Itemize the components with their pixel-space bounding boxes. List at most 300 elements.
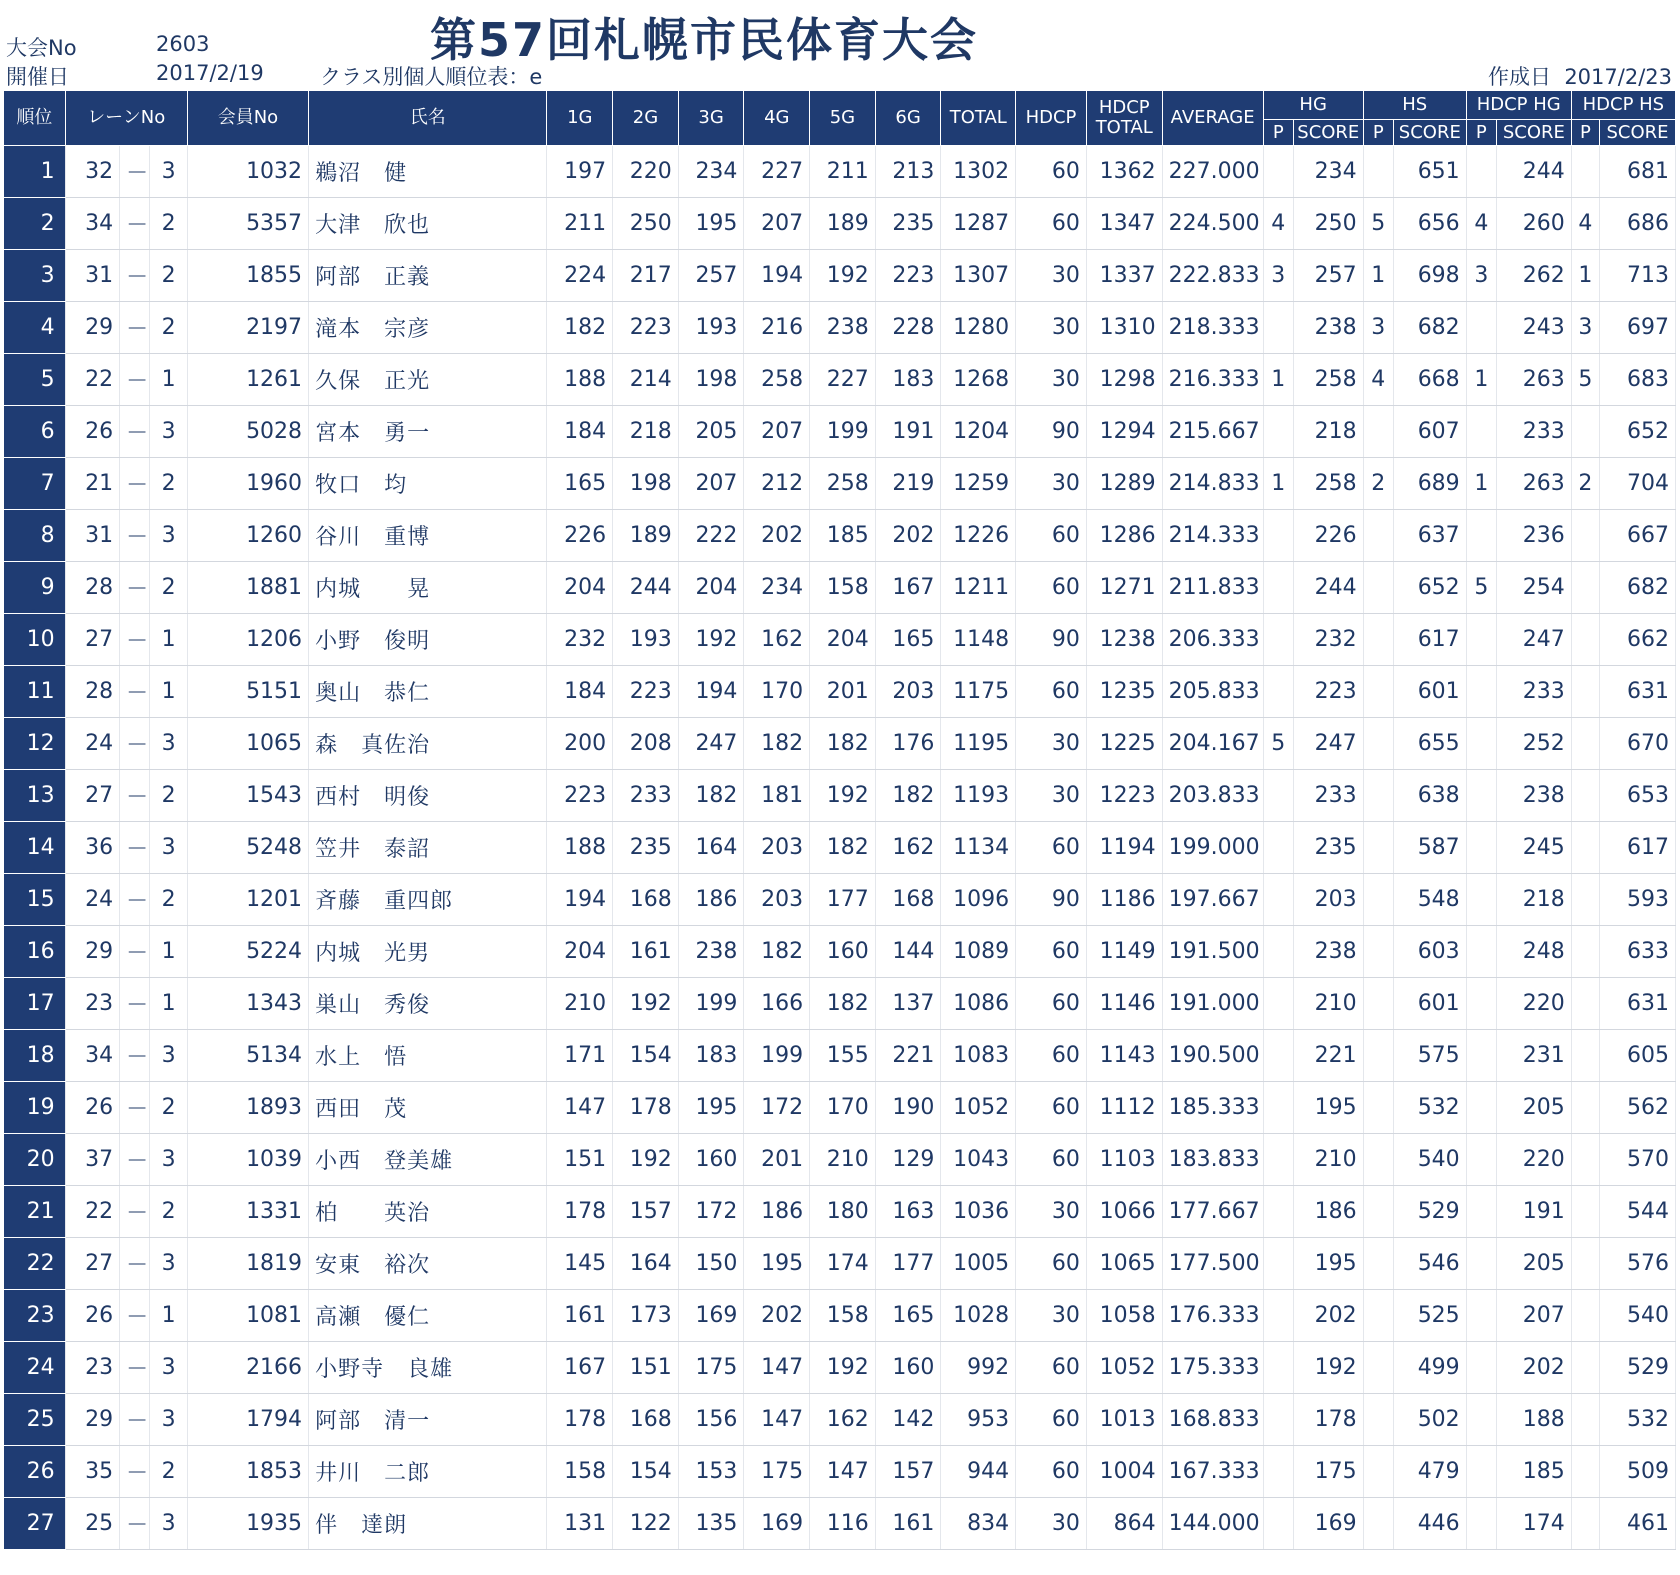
hs-place-cell [1363, 1134, 1393, 1186]
game-3-cell: 238 [678, 926, 744, 978]
hs-score-cell: 689 [1393, 458, 1466, 510]
hs-place-cell: 4 [1363, 354, 1393, 406]
lane-no-cell: 29 [65, 1394, 120, 1446]
average-cell: 214.833 [1162, 458, 1263, 510]
hg-score-cell: 221 [1293, 1030, 1363, 1082]
hdcp-hs-score-cell: 562 [1600, 1082, 1676, 1134]
header-hdcp-hg-score: SCORE [1496, 120, 1571, 146]
player-name-cell: 鵜沼 健 [309, 146, 547, 198]
hdcp-total-cell: 1310 [1086, 302, 1162, 354]
hdcp-hg-place-cell [1466, 1186, 1496, 1238]
lane-pair-cell: 1 [150, 666, 187, 718]
hs-score-cell: 548 [1393, 874, 1466, 926]
game-5-cell: 189 [810, 198, 876, 250]
hs-place-cell [1363, 1290, 1393, 1342]
hdcp-hs-score-cell: 593 [1600, 874, 1676, 926]
hg-score-cell: 226 [1293, 510, 1363, 562]
hdcp-hs-score-cell: 713 [1600, 250, 1676, 302]
lane-no-cell: 26 [65, 406, 120, 458]
hdcp-total-cell: 1235 [1086, 666, 1162, 718]
hdcp-hs-place-cell [1571, 614, 1599, 666]
hdcp-hg-place-cell [1466, 1342, 1496, 1394]
hdcp-hg-place-cell [1466, 1030, 1496, 1082]
average-cell: 197.667 [1162, 874, 1263, 926]
game-3-cell: 135 [678, 1498, 744, 1550]
lane-dash-cell: － [120, 302, 150, 354]
hdcp-hg-score-cell: 205 [1496, 1082, 1571, 1134]
rank-cell: 7 [4, 458, 66, 510]
player-name-cell: 奥山 恭仁 [309, 666, 547, 718]
game-5-cell: 258 [810, 458, 876, 510]
hg-score-cell: 238 [1293, 926, 1363, 978]
total-cell: 1175 [941, 666, 1016, 718]
hg-place-cell [1263, 1498, 1293, 1550]
hs-score-cell: 655 [1393, 718, 1466, 770]
hg-score-cell: 192 [1293, 1342, 1363, 1394]
game-4-cell: 199 [744, 1030, 810, 1082]
member-no-cell: 1893 [187, 1082, 308, 1134]
member-no-cell: 1039 [187, 1134, 308, 1186]
event-date-value: 2017/2/19 [156, 61, 264, 85]
game-3-cell: 257 [678, 250, 744, 302]
average-cell: 185.333 [1162, 1082, 1263, 1134]
lane-no-cell: 25 [65, 1498, 120, 1550]
hdcp-hs-place-cell [1571, 718, 1599, 770]
game-2-cell: 161 [613, 926, 679, 978]
hdcp-hs-place-cell [1571, 1134, 1599, 1186]
rank-cell: 3 [4, 250, 66, 302]
hdcp-hg-score-cell: 247 [1496, 614, 1571, 666]
hdcp-hg-score-cell: 205 [1496, 1238, 1571, 1290]
hdcp-hs-score-cell: 682 [1600, 562, 1676, 614]
header-hdcp-hg-p: P [1466, 120, 1496, 146]
hs-place-cell [1363, 1238, 1393, 1290]
member-no-cell: 1201 [187, 874, 308, 926]
game-2-cell: 173 [613, 1290, 679, 1342]
game-5-cell: 227 [810, 354, 876, 406]
table-row [4, 1082, 1676, 1134]
hg-place-cell [1263, 1030, 1293, 1082]
game-4-cell: 212 [744, 458, 810, 510]
lane-pair-cell: 3 [150, 1498, 187, 1550]
game-3-cell: 156 [678, 1394, 744, 1446]
hdcp-hg-score-cell: 252 [1496, 718, 1571, 770]
hdcp-hs-place-cell [1571, 1238, 1599, 1290]
game-5-cell: 158 [810, 562, 876, 614]
hdcp-hg-score-cell: 207 [1496, 1290, 1571, 1342]
hs-place-cell [1363, 874, 1393, 926]
lane-dash-cell: － [120, 198, 150, 250]
hdcp-hs-place-cell: 4 [1571, 198, 1599, 250]
game-3-cell: 186 [678, 874, 744, 926]
hdcp-total-cell: 1065 [1086, 1238, 1162, 1290]
hs-score-cell: 682 [1393, 302, 1466, 354]
hs-place-cell [1363, 614, 1393, 666]
game-5-cell: 174 [810, 1238, 876, 1290]
hdcp-total-cell: 1337 [1086, 250, 1162, 302]
table-row [4, 822, 1676, 874]
hdcp-hg-place-cell [1466, 1290, 1496, 1342]
hdcp-hg-place-cell [1466, 874, 1496, 926]
hg-place-cell [1263, 926, 1293, 978]
member-no-cell: 1543 [187, 770, 308, 822]
average-cell: 191.500 [1162, 926, 1263, 978]
game-3-cell: 150 [678, 1238, 744, 1290]
game-6-cell: 228 [875, 302, 941, 354]
hdcp-cell: 60 [1016, 926, 1087, 978]
hg-place-cell [1263, 562, 1293, 614]
hdcp-hg-place-cell: 3 [1466, 250, 1496, 302]
hdcp-hs-place-cell [1571, 1446, 1599, 1498]
lane-no-cell: 27 [65, 770, 120, 822]
game-4-cell: 194 [744, 250, 810, 302]
game-1-cell: 197 [547, 146, 613, 198]
total-cell: 1302 [941, 146, 1016, 198]
hdcp-hg-place-cell: 1 [1466, 458, 1496, 510]
hdcp-hg-score-cell: 218 [1496, 874, 1571, 926]
game-4-cell: 182 [744, 718, 810, 770]
rank-cell: 12 [4, 718, 66, 770]
created-date [1488, 61, 1672, 91]
player-name-cell: 西村 明俊 [309, 770, 547, 822]
player-name-cell: 小西 登美雄 [309, 1134, 547, 1186]
table-row [4, 1186, 1676, 1238]
hdcp-hs-score-cell: 617 [1600, 822, 1676, 874]
game-6-cell: 213 [875, 146, 941, 198]
game-3-cell: 194 [678, 666, 744, 718]
game-5-cell: 158 [810, 1290, 876, 1342]
total-cell: 1096 [941, 874, 1016, 926]
lane-pair-cell: 2 [150, 1186, 187, 1238]
game-4-cell: 182 [744, 926, 810, 978]
game-6-cell: 165 [875, 614, 941, 666]
lane-pair-cell: 3 [150, 718, 187, 770]
game-1-cell: 204 [547, 926, 613, 978]
game-4-cell: 202 [744, 510, 810, 562]
player-name-cell: 高瀬 優仁 [309, 1290, 547, 1342]
hs-place-cell [1363, 770, 1393, 822]
hdcp-cell: 60 [1016, 198, 1087, 250]
hdcp-hg-place-cell [1466, 1394, 1496, 1446]
hdcp-total-cell: 864 [1086, 1498, 1162, 1550]
hdcp-hg-score-cell: 263 [1496, 458, 1571, 510]
header-game-1: 1G [547, 91, 613, 146]
lane-dash-cell: － [120, 1394, 150, 1446]
game-1-cell: 182 [547, 302, 613, 354]
hdcp-cell: 30 [1016, 302, 1087, 354]
lane-pair-cell: 3 [150, 1030, 187, 1082]
hg-place-cell [1263, 666, 1293, 718]
table-row [4, 458, 1676, 510]
hg-place-cell [1263, 510, 1293, 562]
total-cell: 1052 [941, 1082, 1016, 1134]
hdcp-cell: 60 [1016, 1082, 1087, 1134]
average-cell: 177.667 [1162, 1186, 1263, 1238]
game-5-cell: 211 [810, 146, 876, 198]
player-name-cell: 阿部 正義 [309, 250, 547, 302]
member-no-cell: 1794 [187, 1394, 308, 1446]
member-no-cell: 1881 [187, 562, 308, 614]
table-row [4, 302, 1676, 354]
hdcp-hs-score-cell: 605 [1600, 1030, 1676, 1082]
lane-no-cell: 23 [65, 978, 120, 1030]
hdcp-hg-score-cell: 174 [1496, 1498, 1571, 1550]
game-3-cell: 198 [678, 354, 744, 406]
hdcp-cell: 30 [1016, 354, 1087, 406]
game-3-cell: 192 [678, 614, 744, 666]
hdcp-total-cell: 1149 [1086, 926, 1162, 978]
lane-pair-cell: 3 [150, 822, 187, 874]
header-lane: レーンNo [65, 91, 187, 146]
game-2-cell: 154 [613, 1030, 679, 1082]
hg-place-cell [1263, 302, 1293, 354]
game-2-cell: 244 [613, 562, 679, 614]
game-1-cell: 188 [547, 822, 613, 874]
game-5-cell: 210 [810, 1134, 876, 1186]
table-row [4, 510, 1676, 562]
total-cell: 944 [941, 1446, 1016, 1498]
game-2-cell: 217 [613, 250, 679, 302]
hs-score-cell: 575 [1393, 1030, 1466, 1082]
hg-score-cell: 218 [1293, 406, 1363, 458]
game-5-cell: 182 [810, 822, 876, 874]
average-cell: 183.833 [1162, 1134, 1263, 1186]
hg-place-cell [1263, 1290, 1293, 1342]
game-5-cell: 155 [810, 1030, 876, 1082]
hdcp-hs-place-cell [1571, 1030, 1599, 1082]
hg-score-cell: 257 [1293, 250, 1363, 302]
game-5-cell: 162 [810, 1394, 876, 1446]
table-row [4, 1238, 1676, 1290]
hdcp-hg-score-cell: 202 [1496, 1342, 1571, 1394]
hdcp-total-cell: 1066 [1086, 1186, 1162, 1238]
game-2-cell: 189 [613, 510, 679, 562]
lane-dash-cell: － [120, 1186, 150, 1238]
game-4-cell: 175 [744, 1446, 810, 1498]
rank-cell: 18 [4, 1030, 66, 1082]
hg-place-cell: 1 [1263, 354, 1293, 406]
game-4-cell: 201 [744, 1134, 810, 1186]
lane-no-cell: 28 [65, 666, 120, 718]
total-cell: 1005 [941, 1238, 1016, 1290]
game-2-cell: 192 [613, 978, 679, 1030]
lane-pair-cell: 2 [150, 250, 187, 302]
lane-pair-cell: 2 [150, 874, 187, 926]
average-cell: 216.333 [1162, 354, 1263, 406]
hs-score-cell: 638 [1393, 770, 1466, 822]
hdcp-hg-score-cell: 263 [1496, 354, 1571, 406]
member-no-cell: 1331 [187, 1186, 308, 1238]
rank-cell: 10 [4, 614, 66, 666]
game-1-cell: 145 [547, 1238, 613, 1290]
rank-cell: 26 [4, 1446, 66, 1498]
hs-place-cell [1363, 718, 1393, 770]
rank-cell: 23 [4, 1290, 66, 1342]
hg-score-cell: 233 [1293, 770, 1363, 822]
game-1-cell: 223 [547, 770, 613, 822]
game-3-cell: 182 [678, 770, 744, 822]
hs-place-cell [1363, 1082, 1393, 1134]
hdcp-hs-place-cell [1571, 406, 1599, 458]
hdcp-hs-place-cell [1571, 770, 1599, 822]
hg-place-cell: 1 [1263, 458, 1293, 510]
average-cell: 175.333 [1162, 1342, 1263, 1394]
game-2-cell: 223 [613, 666, 679, 718]
hs-place-cell [1363, 1394, 1393, 1446]
hs-place-cell [1363, 666, 1393, 718]
hdcp-hs-place-cell [1571, 978, 1599, 1030]
game-3-cell: 247 [678, 718, 744, 770]
lane-no-cell: 27 [65, 1238, 120, 1290]
header-average: AVERAGE [1162, 91, 1263, 146]
game-6-cell: 161 [875, 1498, 941, 1550]
header-hs-score: SCORE [1393, 120, 1466, 146]
game-6-cell: 157 [875, 1446, 941, 1498]
hg-score-cell: 223 [1293, 666, 1363, 718]
game-6-cell: 202 [875, 510, 941, 562]
hdcp-total-cell: 1103 [1086, 1134, 1162, 1186]
hdcp-hs-score-cell: 683 [1600, 354, 1676, 406]
hs-place-cell [1363, 926, 1393, 978]
game-1-cell: 171 [547, 1030, 613, 1082]
total-cell: 1134 [941, 822, 1016, 874]
game-2-cell: 151 [613, 1342, 679, 1394]
hdcp-total-cell: 1347 [1086, 198, 1162, 250]
hdcp-hg-place-cell [1466, 718, 1496, 770]
hdcp-hs-score-cell: 570 [1600, 1134, 1676, 1186]
lane-pair-cell: 2 [150, 1082, 187, 1134]
lane-no-cell: 26 [65, 1082, 120, 1134]
header-game-5: 5G [810, 91, 876, 146]
game-3-cell: 193 [678, 302, 744, 354]
rank-cell: 4 [4, 302, 66, 354]
total-cell: 1307 [941, 250, 1016, 302]
total-cell: 992 [941, 1342, 1016, 1394]
header-hs-p: P [1363, 120, 1393, 146]
lane-dash-cell: － [120, 926, 150, 978]
hg-place-cell [1263, 146, 1293, 198]
hdcp-hs-score-cell: 670 [1600, 718, 1676, 770]
player-name-cell: 小野寺 良雄 [309, 1342, 547, 1394]
hs-place-cell: 2 [1363, 458, 1393, 510]
member-no-cell: 1261 [187, 354, 308, 406]
hs-score-cell: 540 [1393, 1134, 1466, 1186]
lane-dash-cell: － [120, 874, 150, 926]
hs-score-cell: 601 [1393, 978, 1466, 1030]
hs-place-cell [1363, 510, 1393, 562]
lane-pair-cell: 2 [150, 1446, 187, 1498]
hs-place-cell [1363, 1342, 1393, 1394]
hdcp-hs-score-cell: 653 [1600, 770, 1676, 822]
hdcp-total-cell: 1294 [1086, 406, 1162, 458]
hdcp-hs-score-cell: 576 [1600, 1238, 1676, 1290]
hdcp-hg-place-cell [1466, 926, 1496, 978]
lane-no-cell: 35 [65, 1446, 120, 1498]
total-cell: 1287 [941, 198, 1016, 250]
game-6-cell: 191 [875, 406, 941, 458]
game-3-cell: 169 [678, 1290, 744, 1342]
hdcp-hs-place-cell: 2 [1571, 458, 1599, 510]
game-1-cell: 232 [547, 614, 613, 666]
table-row [4, 666, 1676, 718]
hdcp-hs-place-cell: 1 [1571, 250, 1599, 302]
member-no-cell: 5134 [187, 1030, 308, 1082]
hdcp-cell: 60 [1016, 1238, 1087, 1290]
hdcp-hg-score-cell: 233 [1496, 666, 1571, 718]
header-hdcp-hs: HDCP HS [1571, 91, 1675, 120]
hg-score-cell: 203 [1293, 874, 1363, 926]
lane-dash-cell: － [120, 1134, 150, 1186]
player-name-cell: 伴 達朗 [309, 1498, 547, 1550]
hdcp-hs-place-cell [1571, 510, 1599, 562]
hg-place-cell [1263, 978, 1293, 1030]
hdcp-hg-place-cell [1466, 1082, 1496, 1134]
lane-dash-cell: － [120, 1498, 150, 1550]
lane-no-cell: 22 [65, 354, 120, 406]
game-2-cell: 220 [613, 146, 679, 198]
lane-pair-cell: 2 [150, 770, 187, 822]
hdcp-cell: 60 [1016, 562, 1087, 614]
hdcp-hg-score-cell: 185 [1496, 1446, 1571, 1498]
member-no-cell: 1855 [187, 250, 308, 302]
hg-score-cell: 210 [1293, 1134, 1363, 1186]
hg-score-cell: 234 [1293, 146, 1363, 198]
average-cell: 206.333 [1162, 614, 1263, 666]
lane-dash-cell: － [120, 510, 150, 562]
header-name: 氏名 [309, 91, 547, 146]
hs-place-cell [1363, 1498, 1393, 1550]
lane-no-cell: 31 [65, 510, 120, 562]
lane-dash-cell: － [120, 1342, 150, 1394]
game-4-cell: 216 [744, 302, 810, 354]
hdcp-hg-place-cell [1466, 146, 1496, 198]
hs-score-cell: 502 [1393, 1394, 1466, 1446]
lane-no-cell: 29 [65, 926, 120, 978]
game-2-cell: 198 [613, 458, 679, 510]
lane-pair-cell: 2 [150, 302, 187, 354]
total-cell: 834 [941, 1498, 1016, 1550]
game-1-cell: 224 [547, 250, 613, 302]
player-name-cell: 柏 英治 [309, 1186, 547, 1238]
created-label: 作成日 [1487, 65, 1551, 89]
game-4-cell: 166 [744, 978, 810, 1030]
hdcp-hs-score-cell: 633 [1600, 926, 1676, 978]
hs-score-cell: 652 [1393, 562, 1466, 614]
game-6-cell: 219 [875, 458, 941, 510]
member-no-cell: 1260 [187, 510, 308, 562]
game-6-cell: 168 [875, 874, 941, 926]
player-name-cell: 内城 晃 [309, 562, 547, 614]
hs-place-cell: 3 [1363, 302, 1393, 354]
table-row [4, 1342, 1676, 1394]
hdcp-hs-score-cell: 667 [1600, 510, 1676, 562]
hs-score-cell: 529 [1393, 1186, 1466, 1238]
lane-no-cell: 26 [65, 1290, 120, 1342]
game-2-cell: 218 [613, 406, 679, 458]
game-1-cell: 194 [547, 874, 613, 926]
lane-no-cell: 22 [65, 1186, 120, 1238]
game-4-cell: 234 [744, 562, 810, 614]
game-3-cell: 183 [678, 1030, 744, 1082]
hs-place-cell [1363, 146, 1393, 198]
game-4-cell: 162 [744, 614, 810, 666]
game-1-cell: 184 [547, 666, 613, 718]
hs-score-cell: 525 [1393, 1290, 1466, 1342]
hdcp-total-cell: 1013 [1086, 1394, 1162, 1446]
hdcp-hs-place-cell [1571, 1498, 1599, 1550]
table-row [4, 250, 1676, 302]
game-6-cell: 176 [875, 718, 941, 770]
